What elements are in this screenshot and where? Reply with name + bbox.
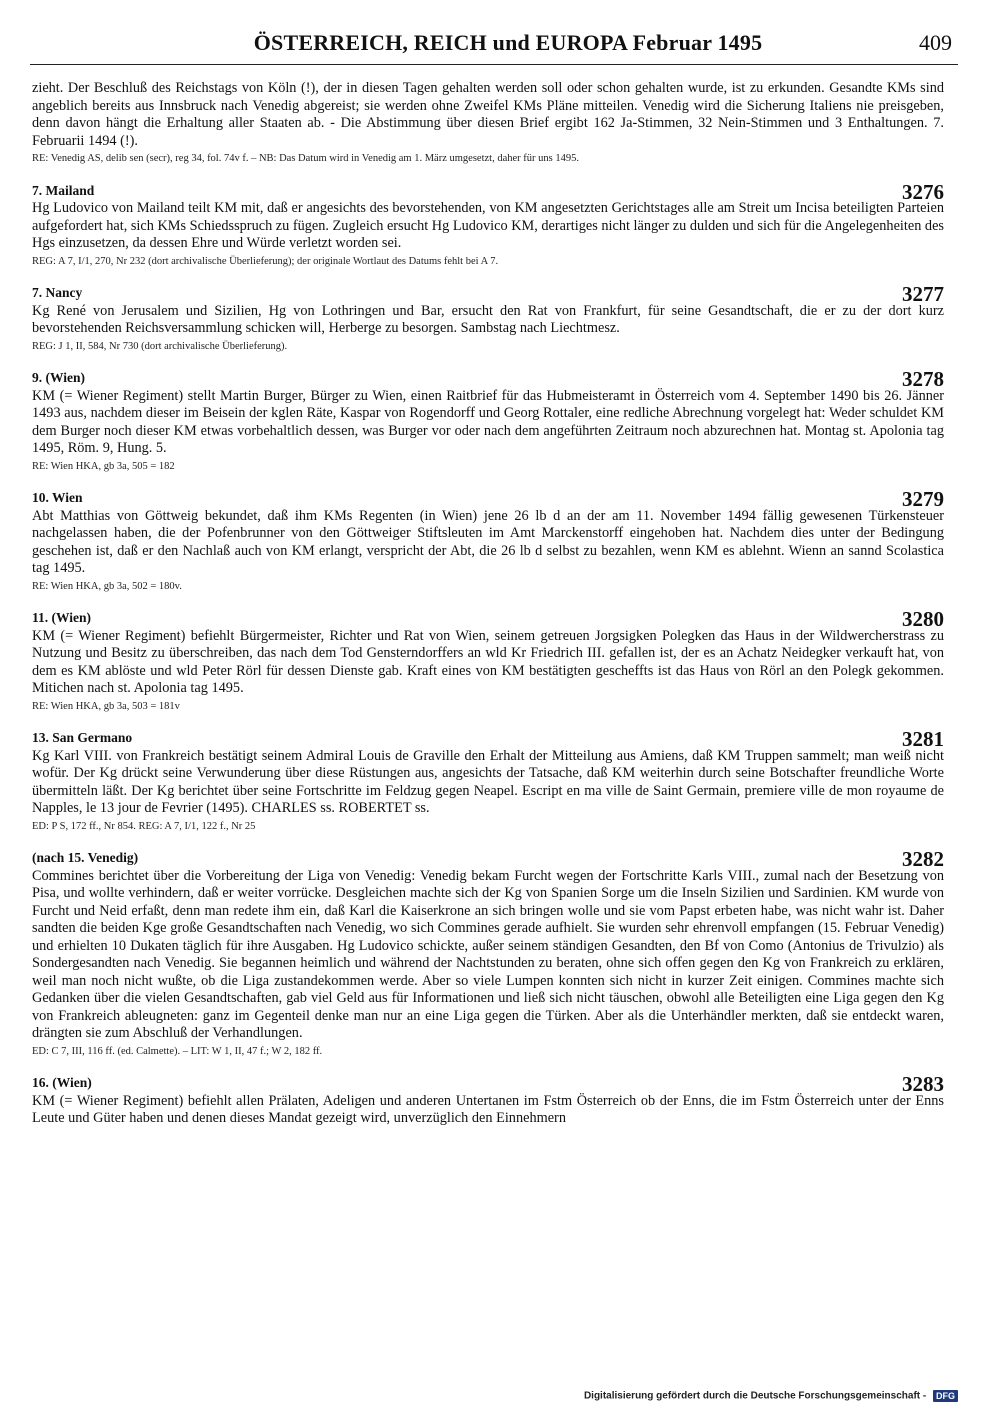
entry-number: 3279	[902, 487, 944, 511]
entry-reference: ED: C 7, III, 116 ff. (ed. Calmette). – LIT: W 1, II, 47 f.; W 2, 182 ff.	[32, 1045, 323, 1057]
entry-reference: REG: A 7, I/1, 270, Nr 232 (dort archivalische Überlieferung); der originale Wortlaut des Datums fehlt bei A 7.	[32, 255, 499, 267]
entry-date-place: 16. (Wien)	[32, 1075, 92, 1090]
header-rule	[30, 64, 958, 65]
entry-heading	[32, 846, 944, 871]
entry-reference: REG: J 1, II, 584, Nr 730 (dort archivalische Überlieferung).	[32, 340, 288, 352]
entry-reference: RE: Wien HKA, gb 3a, 502 = 180v.	[32, 580, 182, 592]
entry-3279	[32, 486, 944, 594]
intro-continuation	[32, 80, 944, 166]
running-title: ÖSTERREICH, REICH und EUROPA Februar 1495	[253, 30, 763, 55]
entry-date-place: 7. Nancy	[32, 285, 83, 300]
entry-text: Abt Matthias von Göttweig bekundet, daß ihm KMs Regenten (in Wien) jene 26 lb d an der am 11. November 1494 fällig gewesenen Türkensteuer nachgelassen haben, die der Pofenbrunner von den Göttweiger Stiftsleuten im Amt Marckenstorff eingehoben hat. Nachdem dies unter der Bedingung geschehen ist, daß er den Nachlaß auch von KM erlangt, verspricht der Abt, die 26 lb d selbst zu bezahlen, wenn KM es ablehnt. Wienn an sannd Scolastica tag 1495.	[32, 507, 944, 576]
entry-heading	[32, 726, 944, 751]
entry-reference: RE: Wien HKA, gb 3a, 503 = 181v	[32, 700, 180, 712]
entry-heading	[32, 606, 944, 631]
entry-date-place: 10. Wien	[32, 490, 83, 505]
entry-heading	[32, 281, 944, 306]
entry-reference: RE: Venedig AS, delib sen (secr), reg 34, fol. 74v f. – NB: Das Datum wird in Venedig am 1. März umgesetzt, daher für uns 1495.	[32, 153, 579, 164]
entry-text: KM (= Wiener Regiment) befiehlt allen Prälaten, Adeligen und anderen Untertanen im Fstm Österreich ob der Enns, die im Fstm Österreich unter der Enns Leute und Güter haben und denen dieses Mandat gezeigt wird, unverzüglich den Einnehmern	[32, 1092, 944, 1126]
entry-text: zieht. Der Beschluß des Reichstags von Köln (!), der in diesen Tagen gehalten werden soll oder schon gehalten wurde, ist zu erkunden. Gesandte KMs sind angeblich bereits aus Innsbruck nach Venedig abgereist; sie werden ohne Zweifel KMs Pläne mitteilen. Venedig wird die Sicherung Italiens nie preisgeben, denn davon hängt die Erhaltung aller Staaten ab. - Die Abstimmung über diesen Brief ergibt 162 Ja-Stimmen, 32 Nein-Stimmen und 3 Enthaltungen. 7. Februarii 1494 (!).	[32, 80, 944, 149]
entry-number: 3277	[902, 282, 944, 306]
entry-date-place: 9. (Wien)	[32, 370, 85, 385]
page-content	[32, 80, 944, 1128]
entry-number: 3281	[902, 727, 944, 751]
entry-date-place: (nach 15. Venedig)	[32, 850, 139, 865]
entry-3278	[32, 366, 944, 474]
funding-note: Digitalisierung gefördert durch die Deutsche Forschungsgemeinschaft -	[583, 1390, 927, 1402]
dfg-logo-icon: DFG	[933, 1390, 958, 1402]
funding-footer	[584, 1390, 958, 1404]
page-number: 409	[919, 30, 952, 55]
entry-reference: RE: Wien HKA, gb 3a, 505 = 182	[32, 460, 175, 472]
entry-date-place: 7. Mailand	[32, 182, 95, 198]
entry-text: KM (= Wiener Regiment) befiehlt Bürgermeister, Richter und Rat von Wien, seinem getreuen Jorgsigken Polegken das Haus in der Wildwercherstrass zu Nutzung und Besitz zu überschreiben, das nach dem Tod Gensterndorffers an wld Kr Friedrich III. gefallen ist, der es an Achatz Neidegker verkauft hat, von dem es KM ablöste und wld Peter Rörl für dessen Dienste gab. Kraft eines von KM bestätigten gescheffts ist das Haus von Rörl an den Polegk gekommen. Mitichen nach st. Apolonia tag 1495.	[32, 627, 944, 696]
entry-3277	[32, 281, 944, 354]
entry-date-place: 11. (Wien)	[32, 610, 92, 625]
entry-number: 3276	[902, 179, 944, 204]
entry-text: KM (= Wiener Regiment) stellt Martin Burger, Bürger zu Wien, einen Raitbrief für das Hubmeisteramt in Österreich vom 4. September 1490 bis 26. Jänner 1493 aus, nachdem dieser im Beisein der kglen Räte, Kaspar von Rogendorff und Georg Rottaler, eine redliche Abrechnung vorgelegt hat: Weder schuldet KM dem Burger noch dieser KM etwas vorbehaltlich dessen, was Burger vor oder nach dem angeführten Zeitraum noch abzurechnen hat. Montag st. Apolonia tag 1495, Röm. 9, Hung. 5.	[32, 387, 944, 456]
entry-3280	[32, 606, 944, 714]
entry-text: Commines berichtet über die Vorbereitung der Liga von Venedig: Venedig bekam Furcht wegen der Fortschritte Karls VIII., zumal nach der Besetzung von Pisa, und wollte verhindern, daß er weiter vorrücke. Desgleichen machte sich der Kg von Spanien Sorge um die Inseln Sizilien und Sardinien. KM wurde von Furcht und Neid erfaßt, denn man redete ihm ein, daß Karl die Kaiserkrone an sich bringen wolle und sie vom Papst erbeten habe, was nicht wahr ist. Daher sandten die beiden Kge große Gesandtschaften nach Venedig, wo sich Commines gerade aufhielt. Sie wurden sehr ehrenvoll empfangen (15. Februar Venedig) und erhielten 10 Dukaten täglich für ihre Ausgaben. Hg Ludovico schickte, außer seinem ständigen Gesandten, den Bf von Como (Antonius de Trivulzio) als Sondergesandten nach Venedig. Sie begannen heimlich und während der Nachtstunden zu beraten, ohne sich offen gegen den Kg von Frankreich zu erklären, weil man noch nicht wußte, ob die Liga zustandekommen werde. Aber so viele Lumpen konnten sich nicht in kurzer Zeit einigen. Commines machte sich Gedanken über die vielen Gesandtschaften, gab viel Geld aus für Informationen und ließ sich nicht täuschen, obwohl alle Beteiligten eine Liga gegen den Kg von Frankreich ableugneten: ganz im Gegenteil denke man nur an eine Liga gegen die Türken. Aber als die Unterhändler merkten, daß sie entdeckt waren, drängten sie zum Abschluß der Verhandlungen.	[32, 867, 944, 1041]
entry-reference: ED: P S, 172 ff., Nr 854. REG: A 7, I/1, 122 f., Nr 25	[32, 820, 256, 832]
entry-heading	[32, 486, 944, 511]
entry-3281	[32, 726, 944, 834]
entry-number: 3280	[902, 607, 944, 631]
entry-text: Kg Karl VIII. von Frankreich bestätigt seinem Admiral Louis de Graville den Erhalt der Mitteilung aus Amiens, daß KM Truppen sammelt; man weiß nicht wofür. Der Kg drückt seine Verwunderung über diese Rüstungen aus, angesichts der Tatsache, daß KM weiterhin durch seine Botschafter freundliche Worte übermitteln läßt. Der Kg berichtet über seine Fortschritte im Feldzug gegen Neapel. Escript en ma ville de Saint Germain, premiere ville de mon royaume de Napples, le 13 jour de Fevrier (1495). CHARLES ss. ROBERTET ss.	[32, 747, 944, 816]
page-header	[28, 30, 958, 66]
entry-number: 3282	[902, 847, 944, 871]
entry-3276	[32, 178, 944, 269]
entry-date-place: 13. San Germano	[32, 730, 133, 745]
entry-heading	[32, 366, 944, 391]
entry-number: 3278	[902, 367, 944, 391]
entry-number: 3283	[902, 1072, 944, 1096]
entry-text: Kg René von Jerusalem und Sizilien, Hg von Lothringen und Bar, ersucht den Rat von Frankfurt, für seine Gesandtschaft, die er zu der dort kurz bevorstehenden Reichsversammlung schicken will, Herberge zu besorgen. Sambstag nach Liechtmesz.	[32, 302, 944, 336]
entry-text: Hg Ludovico von Mailand teilt KM mit, daß er angesichts des bevorstehenden, von KM angesetzten Gerichtstages alle am Streit um Incisa beteiligten Parteien aufgefordert hat, sich KMs Schiedsspruch zu fügen. Zugleich ersucht Hg Ludovico KM, derartiges nicht länger zu dulden und sich für die Angelegenheiten des Hgs einzusetzen, da dessen Ehre und Würde verletzt worden sei.	[32, 200, 944, 251]
entry-heading	[32, 1071, 944, 1096]
entry-heading	[32, 178, 944, 204]
entry-3282	[32, 846, 944, 1059]
entry-3283	[32, 1071, 944, 1128]
